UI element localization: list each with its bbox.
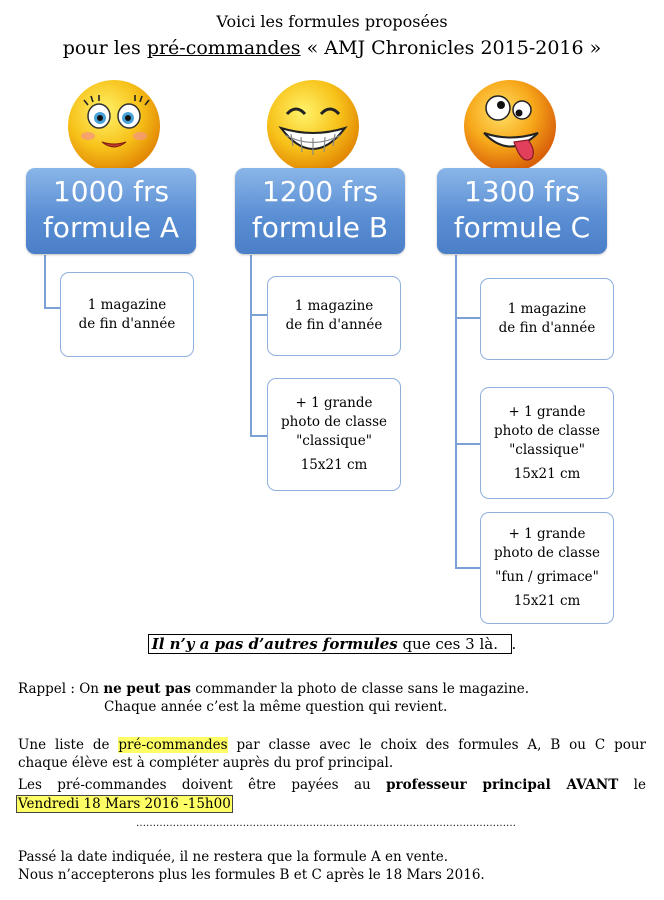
item-text: 1 magazine (87, 296, 167, 313)
connector-c-branch3 (455, 567, 480, 569)
rappel-bold: ne peut pas (103, 681, 191, 697)
item-text: 15x21 cm (513, 465, 581, 482)
item-text: 15x21 cm (300, 457, 368, 473)
paragraph1-highlight: pré-commandes (118, 737, 228, 753)
item-text: photo de classe (280, 414, 387, 430)
deadline-date: Vendredi 18 Mars 2016 -15h00 (18, 796, 231, 812)
formula-b-item-photo (267, 378, 401, 491)
silly-tongue-emoji-icon (462, 78, 558, 174)
rappel-prefix: Rappel : On (18, 681, 104, 697)
connector-b-branch1 (250, 314, 267, 316)
note-line (0, 635, 664, 653)
formula-c-item-photo-fun (480, 512, 614, 624)
note-emphasis: Il n’y a pas d’autres formules (151, 635, 398, 653)
heading-line1: Voici les formules proposées (216, 12, 448, 31)
item-text: + 1 grande (508, 526, 586, 542)
formula-c-name: formule C (453, 211, 591, 244)
paragraph1-a: Une liste de (18, 737, 119, 753)
paragraph1-line2: chaque élève est à compléter auprès du prof principal. (18, 755, 394, 771)
connector-b-branch2 (250, 435, 267, 437)
heading-suffix: « AMJ Chronicles 2015-2016 » (300, 37, 602, 59)
formula-c-price: 1300 frs (463, 175, 581, 208)
item-text: 1 magazine (294, 298, 374, 314)
footer-line2: Nous n’accepterons plus les formules B et C après le 18 Mars 2016. (18, 867, 485, 883)
grin-emoji-icon (265, 78, 361, 174)
paragraph2-a: Les pré-commandes doivent être payées au (18, 777, 387, 793)
note-trail: . (511, 635, 517, 653)
item-text: + 1 grande (508, 403, 586, 420)
formula-a-price: 1000 frs (52, 175, 170, 208)
happy-eyes-emoji-icon (66, 78, 162, 174)
item-text: photo de classe (493, 545, 600, 561)
connector-c-branch2 (455, 443, 480, 445)
connector-a-vertical (44, 255, 46, 308)
formula-a-item-magazine (60, 272, 194, 357)
item-text: "fun / grimace" (495, 569, 599, 585)
connector-c-branch1 (455, 317, 480, 319)
formula-c-item-magazine (480, 278, 614, 360)
item-text: 15x21 cm (513, 593, 581, 609)
formula-a-name: formule A (42, 211, 180, 244)
connector-a-branch1 (44, 307, 61, 309)
paragraph2-b: le (618, 777, 646, 793)
paragraph2-date (16, 795, 233, 813)
footer-line1: Passé la date indiquée, il ne restera que la formule A en vente. (18, 849, 449, 865)
formula-b-header (235, 168, 405, 254)
item-text: "classique" (296, 433, 372, 449)
paragraph1-b: par classe avec le choix des formules A, B ou C pour (227, 737, 647, 753)
item-text: de fin d'année (285, 317, 383, 333)
formula-b-item-magazine (267, 276, 401, 356)
item-text: 1 magazine (507, 301, 587, 317)
note-rest: que ces 3 là. (397, 635, 498, 653)
heading-underlined: pré-commandes (146, 37, 301, 59)
rappel-line1 (18, 680, 648, 698)
item-text: + 1 grande (295, 395, 373, 411)
heading-line2 (0, 37, 664, 59)
paragraph1-line1 (18, 736, 646, 754)
rappel-suffix: commander la photo de classe sans le magazine. (190, 681, 530, 697)
dotted-separator: …………………………………………………………………………………………………… (136, 818, 516, 829)
connector-b-vertical (250, 255, 252, 436)
item-text: photo de classe (493, 422, 600, 439)
formula-c-item-photo-classique (480, 387, 614, 499)
formula-b-price: 1200 frs (261, 175, 379, 208)
formula-b-name: formule B (251, 211, 389, 244)
paragraph2-line1 (18, 776, 646, 794)
item-text: de fin d'année (78, 315, 176, 332)
rappel-line2: Chaque année c’est la même question qui revient. (104, 699, 448, 715)
connector-c-vertical (455, 255, 457, 568)
item-text: de fin d'année (498, 320, 596, 336)
formula-c-header (437, 168, 607, 254)
paragraph2-bold: professeur principal AVANT (386, 777, 619, 793)
formula-a-header (26, 168, 196, 254)
item-text: "classique" (509, 441, 585, 458)
heading-prefix: pour les (62, 37, 147, 59)
